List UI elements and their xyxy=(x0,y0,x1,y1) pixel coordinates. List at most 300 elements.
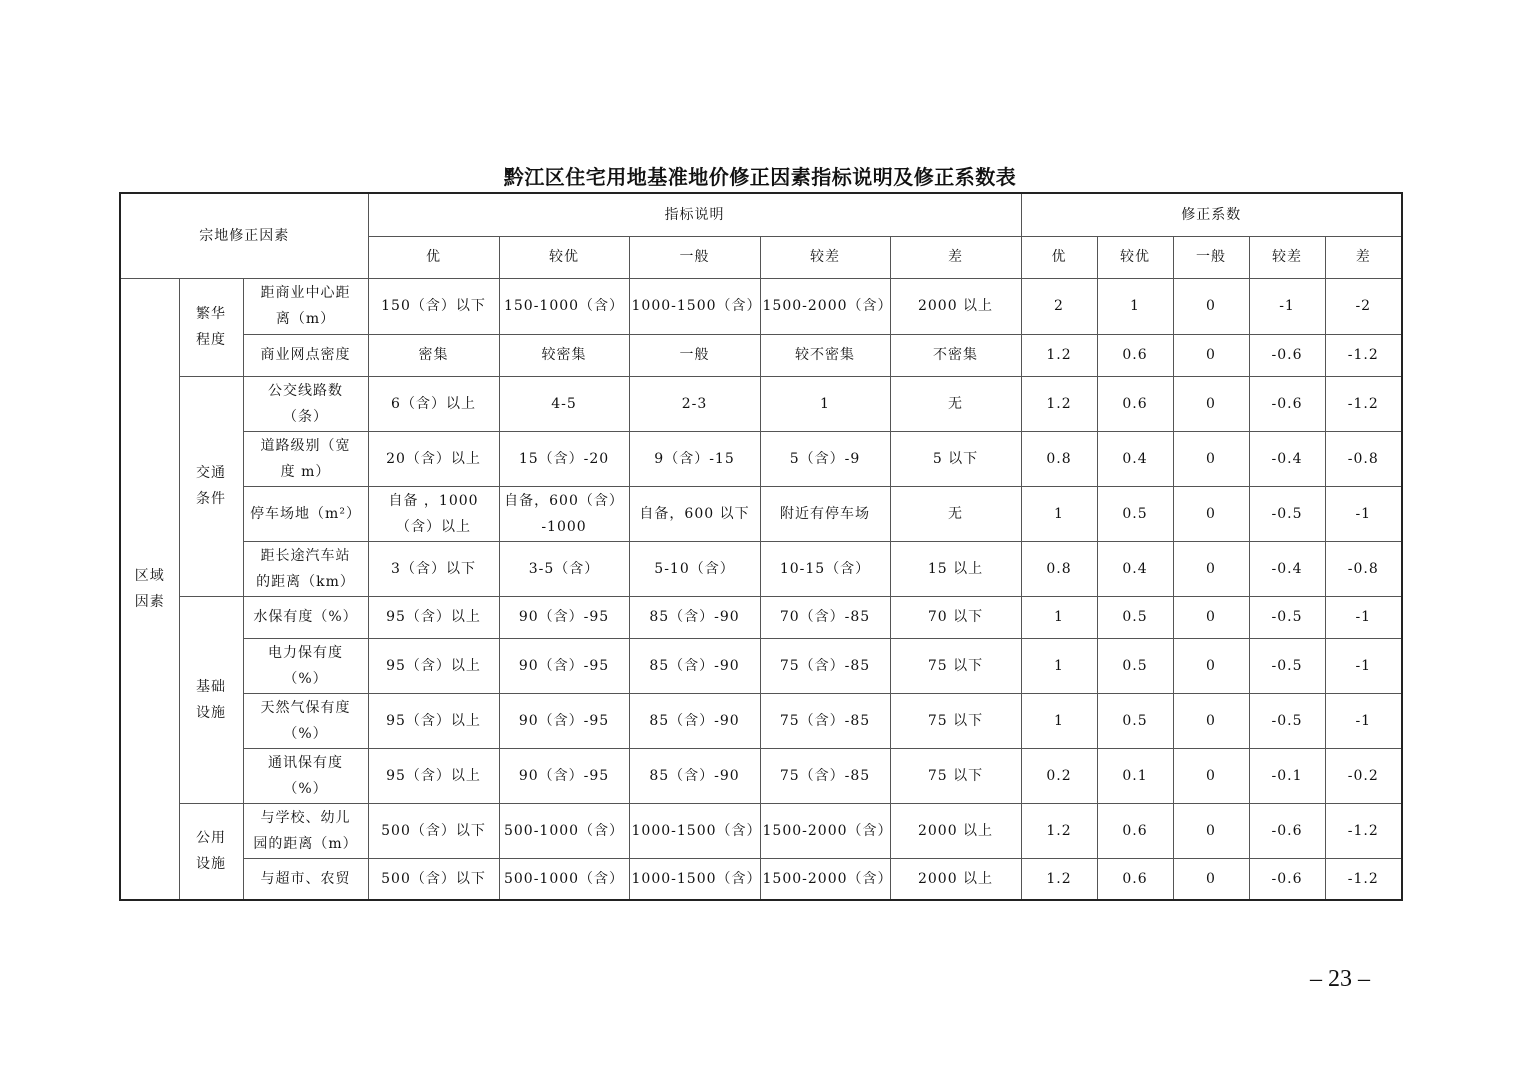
indicator-cell xyxy=(368,596,499,638)
indicator-cell xyxy=(629,376,760,431)
factor-name-cell-line: （%） xyxy=(283,670,328,687)
factor-group-cell xyxy=(179,596,243,803)
factor-name-cell-line: 与超市、农贸 xyxy=(260,870,351,887)
coef-cell xyxy=(1249,596,1325,638)
grade-header: 差 xyxy=(890,236,1021,278)
coef-cell xyxy=(1325,693,1402,748)
coef-cell-line: -1.2 xyxy=(1347,347,1379,363)
indicator-cell-line: 20（含）以上 xyxy=(386,450,481,467)
coef-cell-line: 0.5 xyxy=(1122,609,1148,625)
indicator-cell xyxy=(629,596,760,638)
indicator-cell xyxy=(760,431,890,486)
indicator-cell xyxy=(760,693,890,748)
factor-name-cell-line: 距长途汽车站 xyxy=(260,547,351,564)
coef-cell xyxy=(1021,486,1097,541)
indicator-cell xyxy=(760,748,890,803)
coef-cell xyxy=(1325,803,1402,858)
indicator-cell xyxy=(499,693,629,748)
coef-cell-line: 0 xyxy=(1206,657,1216,674)
indicator-cell xyxy=(629,334,760,376)
factor-group-cell-line: 基础 xyxy=(196,678,226,695)
indicator-cell xyxy=(629,486,760,541)
indicator-cell xyxy=(629,431,760,486)
indicator-cell xyxy=(368,278,499,334)
coef-cell xyxy=(1249,803,1325,858)
coef-cell-line: 1.2 xyxy=(1046,347,1072,363)
indicator-cell-line: 500（含）以下 xyxy=(381,822,486,839)
region-factor-cell xyxy=(120,278,179,900)
factor-name-cell xyxy=(243,638,368,693)
indicator-cell-line: 75（含）-85 xyxy=(779,712,871,729)
factor-group-cell-line: 设施 xyxy=(196,704,226,721)
table-row xyxy=(120,541,1402,596)
coef-cell xyxy=(1021,803,1097,858)
factor-group-cell-line: 程度 xyxy=(196,332,226,348)
indicator-cell xyxy=(760,278,893,334)
table-row xyxy=(120,596,1402,638)
coef-cell xyxy=(1325,748,1402,803)
grade-header: 一般 xyxy=(1173,236,1249,278)
grade-header: 差 xyxy=(1325,236,1402,278)
coef-cell xyxy=(1097,486,1173,541)
indicator-cell-line: 自备 ，1000 xyxy=(388,492,479,509)
coef-cell-line: 1 xyxy=(1054,505,1064,522)
indicator-cell xyxy=(890,803,1021,858)
indicator-cell-line: 密集 xyxy=(418,347,449,363)
coef-cell xyxy=(1325,486,1402,541)
indicator-cell xyxy=(629,638,760,693)
indicator-cell-line: 6（含）以上 xyxy=(391,395,476,412)
indicator-cell xyxy=(760,376,890,431)
indicator-cell xyxy=(890,541,1021,596)
table-title: 黔江区住宅用地基准地价修正因素指标说明及修正系数表 xyxy=(503,165,1017,189)
coef-cell xyxy=(1173,693,1249,748)
table-row xyxy=(120,693,1402,748)
coef-cell xyxy=(1249,693,1325,748)
indicator-cell xyxy=(760,858,893,900)
coef-cell xyxy=(1173,486,1249,541)
indicator-cell xyxy=(890,748,1021,803)
coef-cell xyxy=(1021,541,1097,596)
coef-cell-line: -1.2 xyxy=(1347,822,1379,839)
factor-name-cell-line: 天然气保有度 xyxy=(260,699,351,716)
indicator-cell xyxy=(368,803,499,858)
coef-cell xyxy=(1249,486,1325,541)
coef-cell-line: 1.2 xyxy=(1046,822,1072,839)
coef-cell xyxy=(1173,541,1249,596)
indicator-cell-line: 较不密集 xyxy=(795,347,856,363)
coef-cell xyxy=(1021,334,1097,376)
indicator-cell xyxy=(499,376,629,431)
indicator-cell-line: 2-3 xyxy=(681,395,708,412)
table-row xyxy=(120,334,1402,376)
coef-cell xyxy=(1173,431,1249,486)
coef-cell xyxy=(1325,858,1402,900)
indicator-cell xyxy=(629,803,760,858)
indicator-cell xyxy=(890,334,1021,376)
coef-cell xyxy=(1097,638,1173,693)
indicator-cell xyxy=(499,431,629,486)
indicator-cell xyxy=(890,638,1021,693)
coef-cell xyxy=(1021,748,1097,803)
indicator-cell-line: 自备，600 以下 xyxy=(639,505,750,522)
coef-cell xyxy=(1249,858,1325,900)
factor-name-cell-line: （%） xyxy=(283,725,328,742)
factor-name-cell-line: 道路级别（宽 xyxy=(260,437,351,454)
factor-name-cell-line: 商业网点密度 xyxy=(260,347,351,363)
factor-name-cell-line: 水保有度（%） xyxy=(253,609,358,625)
coef-cell-line: 1 xyxy=(1130,298,1140,314)
coef-cell xyxy=(1097,431,1173,486)
indicator-cell-line: 1500-2000（含） xyxy=(762,298,893,314)
coef-cell xyxy=(1173,596,1249,638)
indicator-cell xyxy=(890,376,1021,431)
indicator-cell-line: 10-15（含） xyxy=(779,560,871,577)
coef-cell-line: 0.6 xyxy=(1122,347,1148,363)
factor-group-cell-line: 设施 xyxy=(196,856,226,873)
table-row xyxy=(120,748,1402,803)
indicator-cell-line: 1 xyxy=(820,395,830,412)
grade-header: 较差 xyxy=(1249,236,1325,278)
indicator-cell-line: 15 以上 xyxy=(927,560,984,577)
coef-cell-line: -0.6 xyxy=(1271,395,1303,412)
coef-cell xyxy=(1021,376,1097,431)
table-body xyxy=(120,193,1402,900)
coef-cell-line: -0.5 xyxy=(1271,609,1303,625)
factor-name-cell xyxy=(243,693,368,748)
indicator-cell-line: 70（含）-85 xyxy=(779,609,871,625)
correction-factor-table xyxy=(119,192,1403,901)
indicator-cell-line: 无 xyxy=(948,505,964,522)
factor-name-cell-line: （%） xyxy=(283,780,328,797)
coef-cell xyxy=(1173,278,1249,334)
indicator-cell-line: 2000 以上 xyxy=(917,870,994,887)
indicator-cell-line: 150-1000（含） xyxy=(503,298,625,314)
coef-cell xyxy=(1249,431,1325,486)
coef-cell-line: 0 xyxy=(1206,560,1216,577)
coef-cell xyxy=(1173,748,1249,803)
coef-cell-line: 0 xyxy=(1206,712,1216,729)
coef-cell xyxy=(1249,638,1325,693)
coef-cell-line: 0.6 xyxy=(1122,822,1148,839)
indicator-cell-line: 2000 以上 xyxy=(917,298,994,314)
indicator-cell-line: 75（含）-85 xyxy=(779,767,871,784)
indicator-cell xyxy=(760,486,890,541)
indicator-cell xyxy=(629,541,760,596)
factor-name-cell xyxy=(243,858,368,900)
indicator-cell xyxy=(368,748,499,803)
header-factor: 宗地修正因素 xyxy=(120,193,368,278)
coef-cell-line: -0.5 xyxy=(1271,657,1303,674)
factor-name-cell xyxy=(243,376,368,431)
table-row xyxy=(120,278,1402,334)
coef-cell-line: -0.5 xyxy=(1271,505,1303,522)
factor-name-cell xyxy=(243,278,368,334)
indicator-cell-line: 90（含）-95 xyxy=(518,657,610,674)
region-factor-cell-line: 区域 xyxy=(134,567,165,584)
indicator-cell xyxy=(760,334,890,376)
coef-cell-line: 1 xyxy=(1054,712,1064,729)
indicator-cell-line: 附近有停车场 xyxy=(780,505,871,522)
table-row xyxy=(120,638,1402,693)
indicator-cell-line: 500（含）以下 xyxy=(381,870,486,887)
coef-cell xyxy=(1249,541,1325,596)
coef-cell xyxy=(1173,638,1249,693)
coef-cell-line: 0.8 xyxy=(1046,450,1072,467)
indicator-cell xyxy=(760,803,893,858)
indicator-cell xyxy=(890,278,1021,334)
indicator-cell-line: 95（含）以上 xyxy=(386,609,481,625)
header-row xyxy=(120,193,1402,236)
coef-cell-line: 0.8 xyxy=(1046,560,1072,577)
indicator-cell-line: 1500-2000（含） xyxy=(762,822,893,839)
indicator-cell xyxy=(499,334,629,376)
coef-cell-line: -1.2 xyxy=(1347,395,1379,412)
indicator-cell xyxy=(368,693,499,748)
table-row xyxy=(120,376,1402,431)
grade-header: 优 xyxy=(368,236,499,278)
grade-header: 一般 xyxy=(629,236,760,278)
coef-cell-line: 0.6 xyxy=(1122,870,1148,887)
indicator-cell-line: 不密集 xyxy=(933,347,979,363)
coef-cell xyxy=(1325,431,1402,486)
region-factor-cell-line: 因素 xyxy=(134,593,165,610)
coef-cell-line: 0 xyxy=(1206,395,1216,412)
indicator-cell xyxy=(760,596,890,638)
indicator-cell xyxy=(499,486,629,541)
indicator-cell xyxy=(890,431,1021,486)
indicator-cell xyxy=(499,748,629,803)
coef-cell-line: -1 xyxy=(1279,298,1295,314)
indicator-cell-line: 85（含）-90 xyxy=(649,712,740,729)
coef-cell-line: 0.4 xyxy=(1122,450,1148,467)
coef-cell xyxy=(1021,431,1097,486)
indicator-cell-line: 75（含）-85 xyxy=(779,657,871,674)
factor-name-cell xyxy=(243,803,368,858)
indicator-cell xyxy=(499,638,629,693)
coef-cell-line: 0 xyxy=(1206,822,1216,839)
factor-name-cell xyxy=(243,334,368,376)
factor-name-cell-line: 离（m） xyxy=(275,311,336,327)
coef-cell xyxy=(1249,376,1325,431)
coef-cell xyxy=(1021,638,1097,693)
indicator-cell xyxy=(629,278,760,334)
coef-cell xyxy=(1097,334,1173,376)
factor-group-cell-line: 条件 xyxy=(196,491,226,507)
indicator-cell xyxy=(890,596,1021,638)
factor-name-cell xyxy=(243,486,368,541)
indicator-cell xyxy=(629,858,760,900)
factor-group-cell-line: 公用 xyxy=(196,830,226,847)
factor-name-cell-line: 距商业中心距 xyxy=(260,285,351,301)
coef-cell-line: 0.6 xyxy=(1122,395,1148,412)
page-number: – 23 – xyxy=(1310,966,1370,992)
grade-header: 优 xyxy=(1021,236,1097,278)
coef-cell-line: 0 xyxy=(1206,505,1216,522)
factor-name-cell-line: 度 m） xyxy=(280,463,331,480)
coef-cell-line: 1.2 xyxy=(1046,870,1072,887)
coef-cell xyxy=(1021,858,1097,900)
coef-cell xyxy=(1249,334,1325,376)
factor-name-cell xyxy=(243,431,368,486)
factor-name-cell xyxy=(243,596,368,638)
indicator-cell xyxy=(890,858,1021,900)
coef-cell-line: -0.1 xyxy=(1271,767,1303,784)
indicator-cell-line: 1500-2000（含） xyxy=(762,870,893,887)
coef-cell xyxy=(1173,858,1249,900)
indicator-cell xyxy=(368,638,499,693)
coef-cell-line: 0 xyxy=(1206,609,1216,625)
indicator-cell-line: 75 以下 xyxy=(927,767,984,784)
factor-group-cell-line: 交通 xyxy=(196,465,226,481)
coef-cell-line: 0.5 xyxy=(1122,712,1148,729)
indicator-cell-line: 90（含）-95 xyxy=(518,767,610,784)
table-row xyxy=(120,486,1402,541)
coef-cell-line: -0.8 xyxy=(1347,560,1379,577)
indicator-cell-line: 85（含）-90 xyxy=(649,767,740,784)
coef-cell xyxy=(1097,748,1173,803)
indicator-cell-line: 85（含）-90 xyxy=(649,609,740,625)
coef-cell-line: 1 xyxy=(1054,609,1064,625)
coef-cell-line: -1 xyxy=(1355,609,1372,625)
table-row xyxy=(120,431,1402,486)
coef-cell-line: 0.5 xyxy=(1122,657,1148,674)
indicator-cell xyxy=(499,278,629,334)
coef-cell-line: -2 xyxy=(1355,298,1372,314)
indicator-cell-line: 一般 xyxy=(679,347,710,363)
indicator-cell xyxy=(368,486,499,541)
indicator-cell xyxy=(368,334,499,376)
coef-cell xyxy=(1097,596,1173,638)
coef-cell-line: -0.6 xyxy=(1271,347,1303,363)
indicator-cell xyxy=(629,748,760,803)
indicator-cell xyxy=(368,541,499,596)
indicator-cell-line: 自备，600（含） xyxy=(504,492,624,509)
grade-header: 较优 xyxy=(499,236,629,278)
indicator-cell xyxy=(760,638,890,693)
indicator-cell xyxy=(368,431,499,486)
indicator-cell xyxy=(499,803,629,858)
coef-cell xyxy=(1021,596,1097,638)
indicator-cell-line: 较密集 xyxy=(541,347,587,363)
factor-name-cell xyxy=(243,541,368,596)
coef-cell xyxy=(1097,803,1173,858)
indicator-cell-line: 3-5（含） xyxy=(528,560,600,577)
indicator-cell-line: 1000-1500（含） xyxy=(631,870,762,887)
indicator-cell xyxy=(890,693,1021,748)
indicator-cell-line: 95（含）以上 xyxy=(386,657,481,674)
coef-cell-line: 0 xyxy=(1206,767,1216,784)
factor-group-cell xyxy=(179,803,243,900)
coef-cell xyxy=(1325,334,1402,376)
coef-cell xyxy=(1173,803,1249,858)
factor-group-cell xyxy=(179,376,243,596)
indicator-cell xyxy=(760,541,890,596)
coef-cell-line: -1.2 xyxy=(1347,870,1379,887)
indicator-cell xyxy=(368,858,499,900)
coef-cell-line: -0.2 xyxy=(1347,767,1379,784)
coef-cell xyxy=(1325,376,1402,431)
indicator-cell-line: 500-1000（含） xyxy=(503,822,625,839)
coef-cell xyxy=(1249,748,1325,803)
indicator-cell-line: 3（含）以下 xyxy=(391,560,476,577)
coef-cell xyxy=(1097,278,1173,334)
indicator-cell-line: 500-1000（含） xyxy=(503,870,625,887)
factor-name-cell-line: 的距离（km） xyxy=(256,573,355,590)
indicator-cell-line: 5（含）-9 xyxy=(789,450,861,467)
coef-cell xyxy=(1097,376,1173,431)
coef-cell-line: 0.2 xyxy=(1046,767,1072,784)
coef-cell-line: -0.5 xyxy=(1271,712,1303,729)
coef-cell-line: 1 xyxy=(1054,657,1064,674)
indicator-cell xyxy=(368,376,499,431)
factor-name-cell-line: 电力保有度 xyxy=(268,644,343,661)
header-coef: 修正系数 xyxy=(1021,193,1402,236)
indicator-cell-line: 95（含）以上 xyxy=(386,767,481,784)
factor-name-cell-line: 与学校、幼儿 xyxy=(260,809,351,826)
factor-name-cell-line: （条） xyxy=(283,408,328,425)
grade-header: 较差 xyxy=(760,236,890,278)
coef-cell-line: -0.4 xyxy=(1271,560,1303,577)
coef-cell-line: 0.1 xyxy=(1122,767,1148,784)
coef-cell-line: -1 xyxy=(1355,712,1372,729)
coef-cell xyxy=(1173,334,1249,376)
coef-cell xyxy=(1021,693,1097,748)
indicator-cell xyxy=(499,596,629,638)
factor-group-cell-line: 繁华 xyxy=(196,306,226,322)
indicator-cell-line: 90（含）-95 xyxy=(518,712,610,729)
table-row xyxy=(120,858,1402,900)
factor-name-cell-line: 公交线路数 xyxy=(268,382,343,399)
coef-cell-line: 2 xyxy=(1054,298,1064,314)
indicator-cell-line: 75 以下 xyxy=(927,657,984,674)
factor-name-cell-line: 通讯保有度 xyxy=(268,754,343,771)
indicator-cell xyxy=(499,541,629,596)
coef-cell xyxy=(1325,278,1402,334)
coef-cell xyxy=(1097,858,1173,900)
indicator-cell xyxy=(890,486,1021,541)
indicator-cell-line: 70 以下 xyxy=(927,609,984,625)
coef-cell-line: -0.6 xyxy=(1271,870,1303,887)
coef-cell-line: 0 xyxy=(1206,298,1216,314)
factor-group-cell xyxy=(179,278,243,376)
indicator-cell-line: 5 以下 xyxy=(932,450,979,467)
factor-name-cell-line: 停车场地（m²） xyxy=(250,505,361,522)
grade-header: 较优 xyxy=(1097,236,1173,278)
indicator-cell-line: 85（含）-90 xyxy=(649,657,740,674)
coef-cell xyxy=(1021,278,1097,334)
coef-cell xyxy=(1249,278,1325,334)
coef-cell-line: -0.6 xyxy=(1271,822,1303,839)
coef-cell-line: -0.8 xyxy=(1347,450,1379,467)
table-row xyxy=(120,803,1402,858)
coef-cell xyxy=(1325,638,1402,693)
indicator-cell-line: 90（含）-95 xyxy=(518,609,610,625)
indicator-cell-line: 15（含）-20 xyxy=(518,450,610,467)
indicator-cell-line: 无 xyxy=(948,395,964,412)
indicator-cell-line: 1000-1500（含） xyxy=(631,298,762,314)
indicator-cell-line: 4-5 xyxy=(551,395,577,412)
indicator-cell-line: （含）以上 xyxy=(396,518,472,535)
coef-cell-line: 0.5 xyxy=(1122,505,1148,522)
indicator-cell-line: 9（含）-15 xyxy=(654,450,735,467)
coef-cell xyxy=(1097,541,1173,596)
coef-cell-line: -1 xyxy=(1355,657,1372,674)
indicator-cell xyxy=(499,858,629,900)
indicator-cell xyxy=(629,693,760,748)
coef-cell-line: -0.4 xyxy=(1271,450,1303,467)
coef-cell-line: 1.2 xyxy=(1046,395,1072,412)
